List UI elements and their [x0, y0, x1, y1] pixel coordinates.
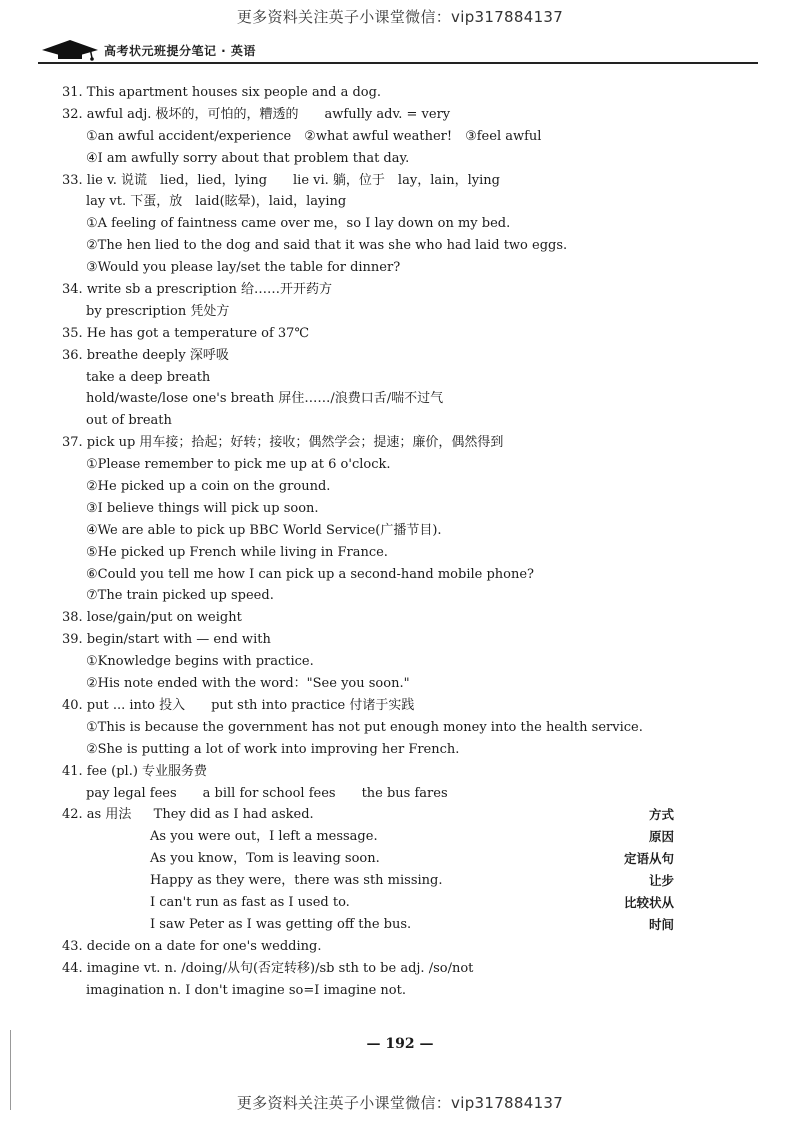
note-line: 38. lose/gain/put on weight: [62, 610, 242, 626]
as-usage-row: [62, 826, 674, 848]
note-line: 43. decide on a date for one's wedding.: [62, 938, 322, 954]
as-usage-tag: 让步: [648, 873, 674, 889]
page-number: — 192 —: [366, 1036, 434, 1052]
note-line: by prescription 凭处方: [86, 303, 230, 319]
as-usage-example: I saw Peter as I was getting off the bus.: [150, 916, 412, 932]
note-line: hold/waste/lose one's breath 屏住……/浪费口舌/喘不过气: [86, 391, 444, 407]
graduation-cap-icon: [38, 36, 102, 62]
note-line: ②She is putting a lot of work into improving her French.: [86, 741, 460, 757]
as-usage-tag: 原因: [648, 829, 674, 845]
as-usage-label: 42. as 用法: [62, 807, 132, 823]
as-usage-tag: 比较状从: [623, 894, 674, 910]
note-line: imagination n. I don't imagine so=I imagine not.: [86, 982, 406, 998]
as-usage-example: As you were out，I left a message.: [150, 829, 378, 845]
header-rule: [38, 62, 758, 64]
as-usage-tag: 时间: [648, 916, 674, 932]
note-line: 37. pick up 用车接；拾起；好转；接收；偶然学会；提速；廉价，偶然得到: [62, 435, 504, 451]
as-usage-row: [62, 914, 674, 936]
note-line: 31. This apartment houses six people and a dog.: [62, 85, 382, 100]
note-line: ②He picked up a coin on the ground.: [86, 479, 331, 495]
note-line: 41. fee (pl.) 专业服务费: [62, 763, 208, 779]
note-line: ③Would you please lay/set the table for dinner?: [86, 260, 401, 276]
note-line: out of breath: [86, 413, 172, 429]
note-line: 39. begin/start with — end with: [62, 632, 271, 648]
note-line: ①an awful accident/experience ②what awful weather! ③feel awful: [86, 128, 542, 144]
note-line: 44. imagine vt. n. /doing/从句(否定转移)/sb sth to be adj. /so/not: [62, 960, 474, 976]
note-line: ②His note ended with the word："See you soon.": [86, 676, 410, 692]
note-line: ⑦The train picked up speed.: [86, 588, 274, 604]
as-usage-row: [62, 848, 674, 870]
page-header: [38, 36, 758, 64]
note-line: ①A feeling of faintness came over me，so I lay down on my bed.: [86, 216, 511, 232]
as-usage-tag: 定语从句: [623, 851, 674, 867]
note-line: ④We are able to pick up BBC World Service(广播节目).: [86, 522, 442, 538]
as-usage-tag: 方式: [648, 807, 674, 823]
note-line: 33. lie v. 说谎 lied，lied，lying lie vi. 躺，位于 lay，lain，lying: [62, 172, 500, 188]
as-usage-example: I can't run as fast as I used to.: [150, 894, 350, 910]
note-line: ③I believe things will pick up soon.: [86, 500, 319, 516]
as-usage-row: [62, 804, 674, 826]
watermark-bottom: 更多资料关注英子小课堂微信：vip317884137: [236, 1094, 564, 1112]
note-line: ①This is because the government has not put enough money into the health service.: [86, 719, 643, 735]
as-usage-example: Happy as they were，there was sth missing.: [150, 873, 443, 889]
note-line: ①Knowledge begins with practice.: [86, 654, 314, 670]
note-line: lay vt. 下蛋，放 laid(眩晕)，laid，laying: [86, 194, 347, 210]
note-line: ⑤He picked up French while living in France.: [86, 544, 388, 560]
note-line: 40. put ... into 投入 put sth into practice 付诸于实践: [62, 697, 415, 713]
note-line: 35. He has got a temperature of 37℃: [62, 325, 309, 341]
header-title: 高考状元班提分笔记 · 英语: [104, 44, 256, 58]
note-line: ②The hen lied to the dog and said that it was she who had laid two eggs.: [86, 238, 568, 254]
note-line: ④I am awfully sorry about that problem that day.: [86, 150, 410, 166]
note-line: pay legal fees a bill for school fees the bus fares: [86, 785, 448, 801]
as-usage-example: As you know，Tom is leaving soon.: [150, 851, 380, 867]
note-line: ①Please remember to pick me up at 6 o'clock.: [86, 457, 391, 473]
note-line: ⑥Could you tell me how I can pick up a second-hand mobile phone?: [86, 566, 535, 582]
watermark-top: 更多资料关注英子小课堂微信：vip317884137: [236, 8, 564, 26]
note-line: 36. breathe deeply 深呼吸: [62, 347, 229, 363]
note-line: take a deep breath: [86, 369, 211, 385]
note-line: 32. awful adj. 极坏的，可怕的，糟透的 awfully adv. = very: [62, 106, 451, 122]
as-usage-row: [62, 870, 674, 892]
as-usage-example: They did as I had asked.: [153, 807, 314, 823]
notes-body: [62, 82, 674, 1001]
as-usage-row: [62, 892, 674, 914]
note-line: 34. write sb a prescription 给……开开药方: [62, 282, 332, 298]
